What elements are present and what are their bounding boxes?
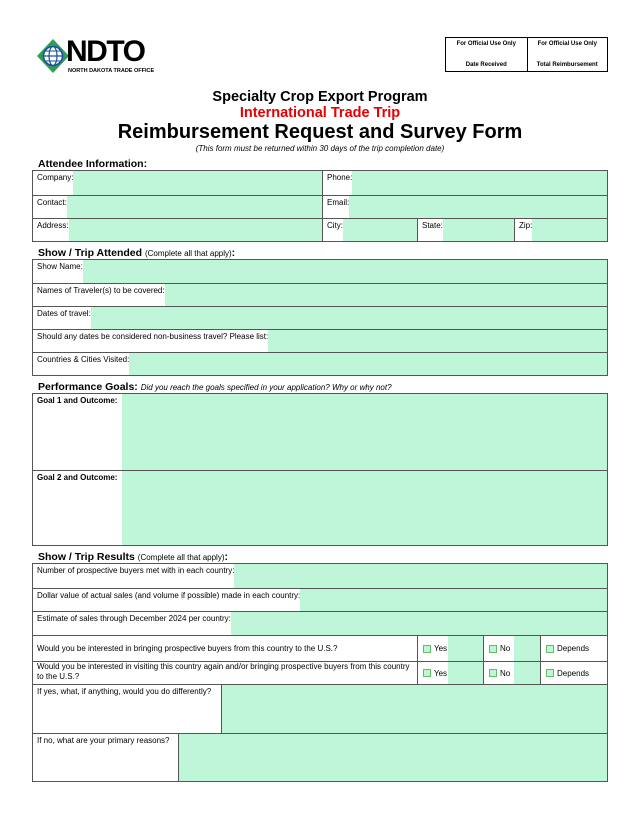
goals-heading: Performance Goals: Did you reach the goals specified in your application? Why or why not? — [38, 381, 392, 393]
goal2-field[interactable] — [122, 471, 607, 545]
results-grid — [32, 563, 608, 782]
dates-cell — [33, 307, 607, 329]
q-bring-label: Would you be interested in bringing prospective buyers from this country to the U.S.? — [37, 643, 338, 653]
q-visit-depends[interactable]: Depends — [540, 662, 607, 684]
q-bring-depends[interactable]: Depends — [540, 636, 607, 661]
depends-checkbox-icon[interactable] — [546, 645, 554, 653]
dollar-field[interactable] — [300, 589, 607, 611]
show-name-field[interactable] — [83, 260, 607, 283]
official-date-received: For Official Use Only Date Received — [456, 41, 516, 68]
if-yes-label: If yes, what, if anything, would you do differently? — [37, 687, 212, 696]
goal2-label: Goal 2 and Outcome: — [37, 473, 118, 482]
phone-label: Phone: — [327, 173, 353, 182]
q-bring-cell — [33, 636, 417, 661]
address-cell — [33, 219, 322, 241]
yes-checkbox-icon[interactable] — [423, 669, 431, 677]
estimate-field[interactable] — [231, 612, 607, 635]
yes-checkbox-icon[interactable] — [423, 645, 431, 653]
official-use-box — [445, 37, 608, 72]
q-bring-yes[interactable]: Yes — [417, 636, 483, 661]
travelers-field[interactable] — [165, 284, 607, 306]
form-note: (This form must be returned within 30 days of the trip completion date) — [195, 144, 445, 153]
if-no-label-cell — [33, 734, 178, 781]
city-label: City: — [327, 221, 343, 230]
q-visit-cell — [33, 662, 417, 684]
non-business-label: Should any dates be considered non-business travel? Please list: — [37, 332, 269, 341]
non-business-field[interactable] — [268, 330, 607, 352]
zip-field[interactable] — [532, 219, 607, 241]
q-visit-no[interactable]: No — [483, 662, 540, 684]
state-cell — [417, 219, 514, 241]
no-checkbox-icon[interactable] — [489, 669, 497, 677]
phone-field[interactable] — [352, 171, 607, 195]
non-business-cell — [33, 330, 607, 352]
state-label: State: — [422, 221, 443, 230]
show-name-cell — [33, 260, 607, 283]
countries-label: Countries & Cities Visited: — [37, 355, 130, 364]
logo-wordmark: NDTO — [66, 35, 145, 68]
zip-cell — [514, 219, 607, 241]
estimate-label: Estimate of sales through December 2024 per country: — [37, 614, 231, 623]
if-no-label: If no, what are your primary reasons? — [37, 736, 170, 745]
show-grid — [32, 259, 608, 376]
show-heading: Show / Trip Attended (Complete all that apply): — [38, 247, 236, 259]
city-cell — [322, 219, 417, 241]
q-bring-no[interactable]: No — [483, 636, 540, 661]
program-title: Specialty Crop Export Program — [212, 89, 428, 105]
show-heading-note: (Complete all that apply) — [144, 249, 232, 258]
travelers-cell — [33, 284, 607, 306]
travelers-label: Names of Traveler(s) to be covered: — [37, 286, 165, 295]
phone-cell — [322, 171, 607, 195]
dates-label: Dates of travel: — [37, 309, 91, 318]
estimate-cell — [33, 612, 607, 635]
goals-heading-note: Did you reach the goals specified in your application? Why or why not? — [140, 383, 392, 392]
company-cell — [33, 171, 322, 195]
ndto-logo — [36, 36, 166, 78]
official-total-reimbursement: For Official Use Only Total Reimbursement — [527, 38, 608, 71]
attendee-heading: Attendee Information: — [38, 158, 148, 170]
buyers-cell — [33, 564, 607, 588]
contact-label: Contact: — [37, 198, 67, 207]
countries-field[interactable] — [129, 353, 607, 375]
results-heading-note: (Complete all that apply) — [137, 553, 225, 562]
goal2-cell — [33, 471, 607, 545]
q-visit-yes[interactable]: Yes — [417, 662, 483, 684]
show-name-label: Show Name: — [37, 262, 83, 271]
email-cell — [322, 196, 607, 218]
depends-checkbox-icon[interactable] — [546, 669, 554, 677]
form-title: Reimbursement Request and Survey Form — [117, 121, 523, 143]
if-yes-label-cell — [33, 685, 221, 733]
email-label: Email: — [327, 198, 350, 207]
attendee-grid — [32, 170, 608, 242]
goals-grid — [32, 393, 608, 546]
trip-title: International Trade Trip — [239, 105, 401, 121]
goal1-cell — [33, 394, 607, 470]
city-field[interactable] — [343, 219, 417, 241]
address-field[interactable] — [69, 219, 322, 241]
q-visit-label: Would you be interested in visiting this country again and/or bringing prospective buyers from this country to the U.S.? — [37, 662, 410, 681]
goal1-field[interactable] — [122, 394, 607, 470]
zip-label: Zip: — [519, 221, 533, 230]
company-field[interactable] — [73, 171, 322, 195]
dollar-cell — [33, 589, 607, 611]
if-no-field[interactable] — [179, 734, 607, 781]
no-checkbox-icon[interactable] — [489, 645, 497, 653]
countries-cell — [33, 353, 607, 375]
buyers-field[interactable] — [234, 564, 607, 588]
results-heading: Show / Trip Results (Complete all that apply): — [38, 551, 228, 563]
address-label: Address: — [37, 221, 69, 230]
globe-diamond-icon — [36, 38, 70, 74]
goal1-label: Goal 1 and Outcome: — [37, 396, 118, 405]
logo-subtitle: NORTH DAKOTA TRADE OFFICE — [68, 68, 155, 74]
if-yes-field[interactable] — [222, 685, 607, 733]
company-label: Company: — [37, 173, 74, 182]
buyers-label: Number of prospective buyers met with in each country: — [37, 566, 235, 575]
dollar-label: Dollar value of actual sales (and volume if possible) made in each country: — [37, 591, 301, 600]
dates-field[interactable] — [91, 307, 607, 329]
contact-cell — [33, 196, 322, 218]
contact-field[interactable] — [67, 196, 322, 218]
state-field[interactable] — [443, 219, 514, 241]
email-field[interactable] — [349, 196, 607, 218]
